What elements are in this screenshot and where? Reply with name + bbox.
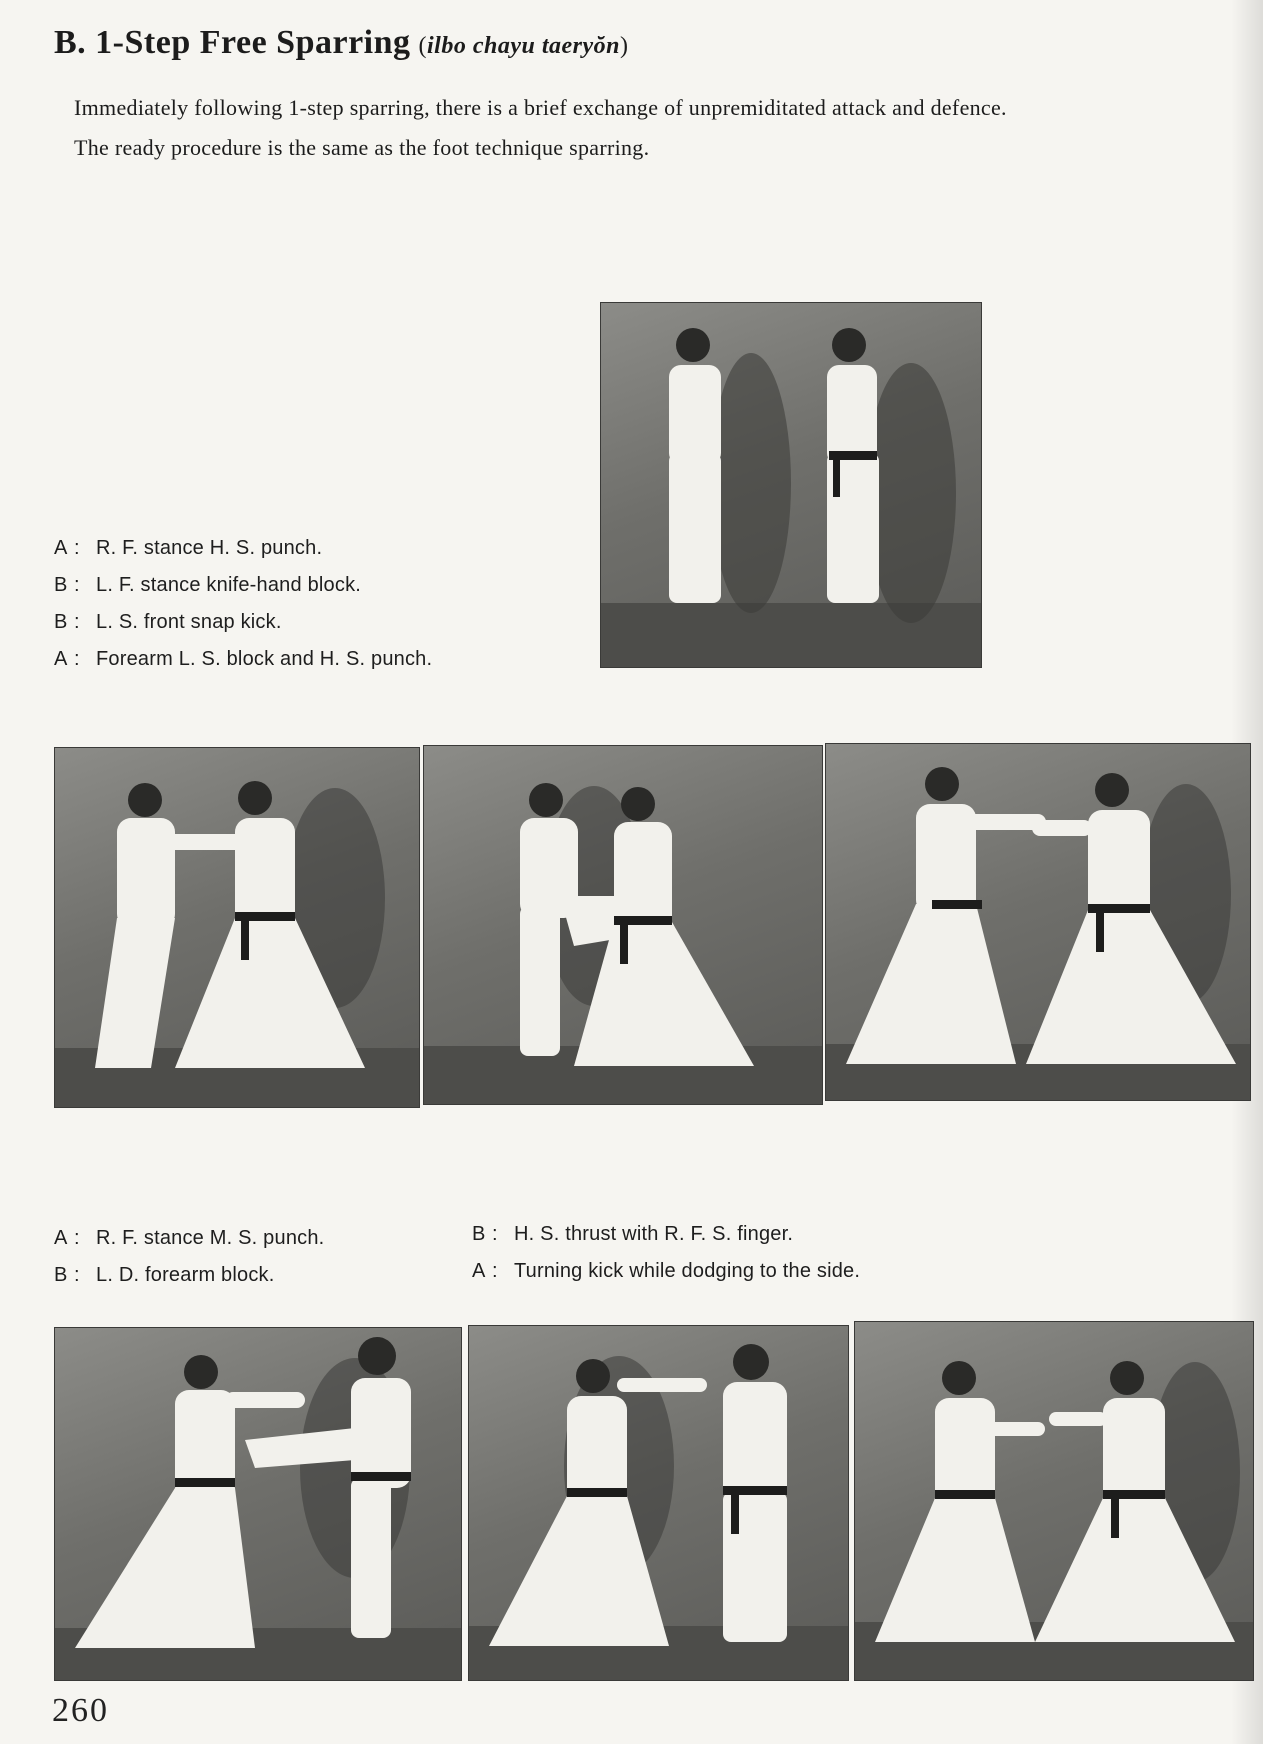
caption-colon: : bbox=[74, 1227, 80, 1249]
caption-actor: B bbox=[54, 611, 68, 633]
photo-ready-stance bbox=[600, 302, 982, 668]
caption-text: Turning kick while dodging to the side. bbox=[514, 1260, 861, 1282]
intro-paragraph-2: The ready procedure is the same as the foot technique sparring. bbox=[74, 135, 650, 160]
caption-line bbox=[54, 1257, 324, 1294]
caption-line bbox=[54, 1220, 324, 1257]
caption-line bbox=[54, 567, 432, 604]
photo-sequence-1-step-3 bbox=[825, 743, 1251, 1101]
intro-text bbox=[52, 88, 1012, 168]
caption-actor: A bbox=[54, 537, 68, 559]
caption-actor: A bbox=[472, 1260, 486, 1282]
intro-paragraph-1: Immediately following 1-step sparring, there is a brief exchange of unpremiditated attack and defence. bbox=[74, 95, 1007, 120]
caption-line bbox=[54, 641, 432, 678]
caption-text: H. S. thrust with R. F. S. finger. bbox=[514, 1223, 794, 1245]
caption-text: R. F. stance H. S. punch. bbox=[96, 537, 323, 559]
caption-text: L. S. front snap kick. bbox=[96, 611, 282, 633]
photo-sequence-2-step-2 bbox=[468, 1325, 849, 1681]
caption-text: L. F. stance knife-hand block. bbox=[96, 574, 362, 596]
caption-colon: : bbox=[74, 648, 80, 670]
sequence-2-captions-right bbox=[472, 1216, 860, 1290]
sequence-1-captions bbox=[54, 530, 432, 678]
caption-colon: : bbox=[74, 574, 80, 596]
caption-colon: : bbox=[74, 611, 80, 633]
subtitle-close-paren: ) bbox=[620, 33, 629, 59]
photo-sequence-2-step-1 bbox=[54, 1327, 462, 1681]
caption-colon: : bbox=[492, 1260, 498, 1282]
subtitle-open-paren: ( bbox=[418, 33, 428, 59]
caption-line bbox=[472, 1216, 860, 1253]
caption-actor: B bbox=[472, 1223, 486, 1245]
photo-sequence-1-step-1 bbox=[54, 747, 420, 1108]
sequence-2-captions-left bbox=[54, 1220, 324, 1294]
section-title-text: B. 1-Step Free Sparring bbox=[54, 24, 411, 61]
photo-sequence-2-step-3 bbox=[854, 1321, 1254, 1681]
page-number: 260 bbox=[52, 1692, 109, 1729]
caption-line bbox=[54, 530, 432, 567]
caption-colon: : bbox=[492, 1223, 498, 1245]
caption-actor: A bbox=[54, 648, 68, 670]
caption-actor: B bbox=[54, 1264, 68, 1286]
caption-colon: : bbox=[74, 537, 80, 559]
caption-text: Forearm L. S. block and H. S. punch. bbox=[96, 648, 433, 670]
caption-actor: A bbox=[54, 1227, 68, 1249]
caption-text: R. F. stance M. S. punch. bbox=[96, 1227, 325, 1249]
caption-text: L. D. forearm block. bbox=[96, 1264, 275, 1286]
caption-actor: B bbox=[54, 574, 68, 596]
caption-colon: : bbox=[74, 1264, 80, 1286]
section-title bbox=[54, 24, 629, 62]
caption-line bbox=[54, 604, 432, 641]
subtitle-romanization: ilbo chayu taeryŏn bbox=[427, 33, 621, 59]
caption-line bbox=[472, 1253, 860, 1290]
photo-sequence-1-step-2 bbox=[423, 745, 823, 1105]
section-subtitle bbox=[419, 33, 629, 59]
